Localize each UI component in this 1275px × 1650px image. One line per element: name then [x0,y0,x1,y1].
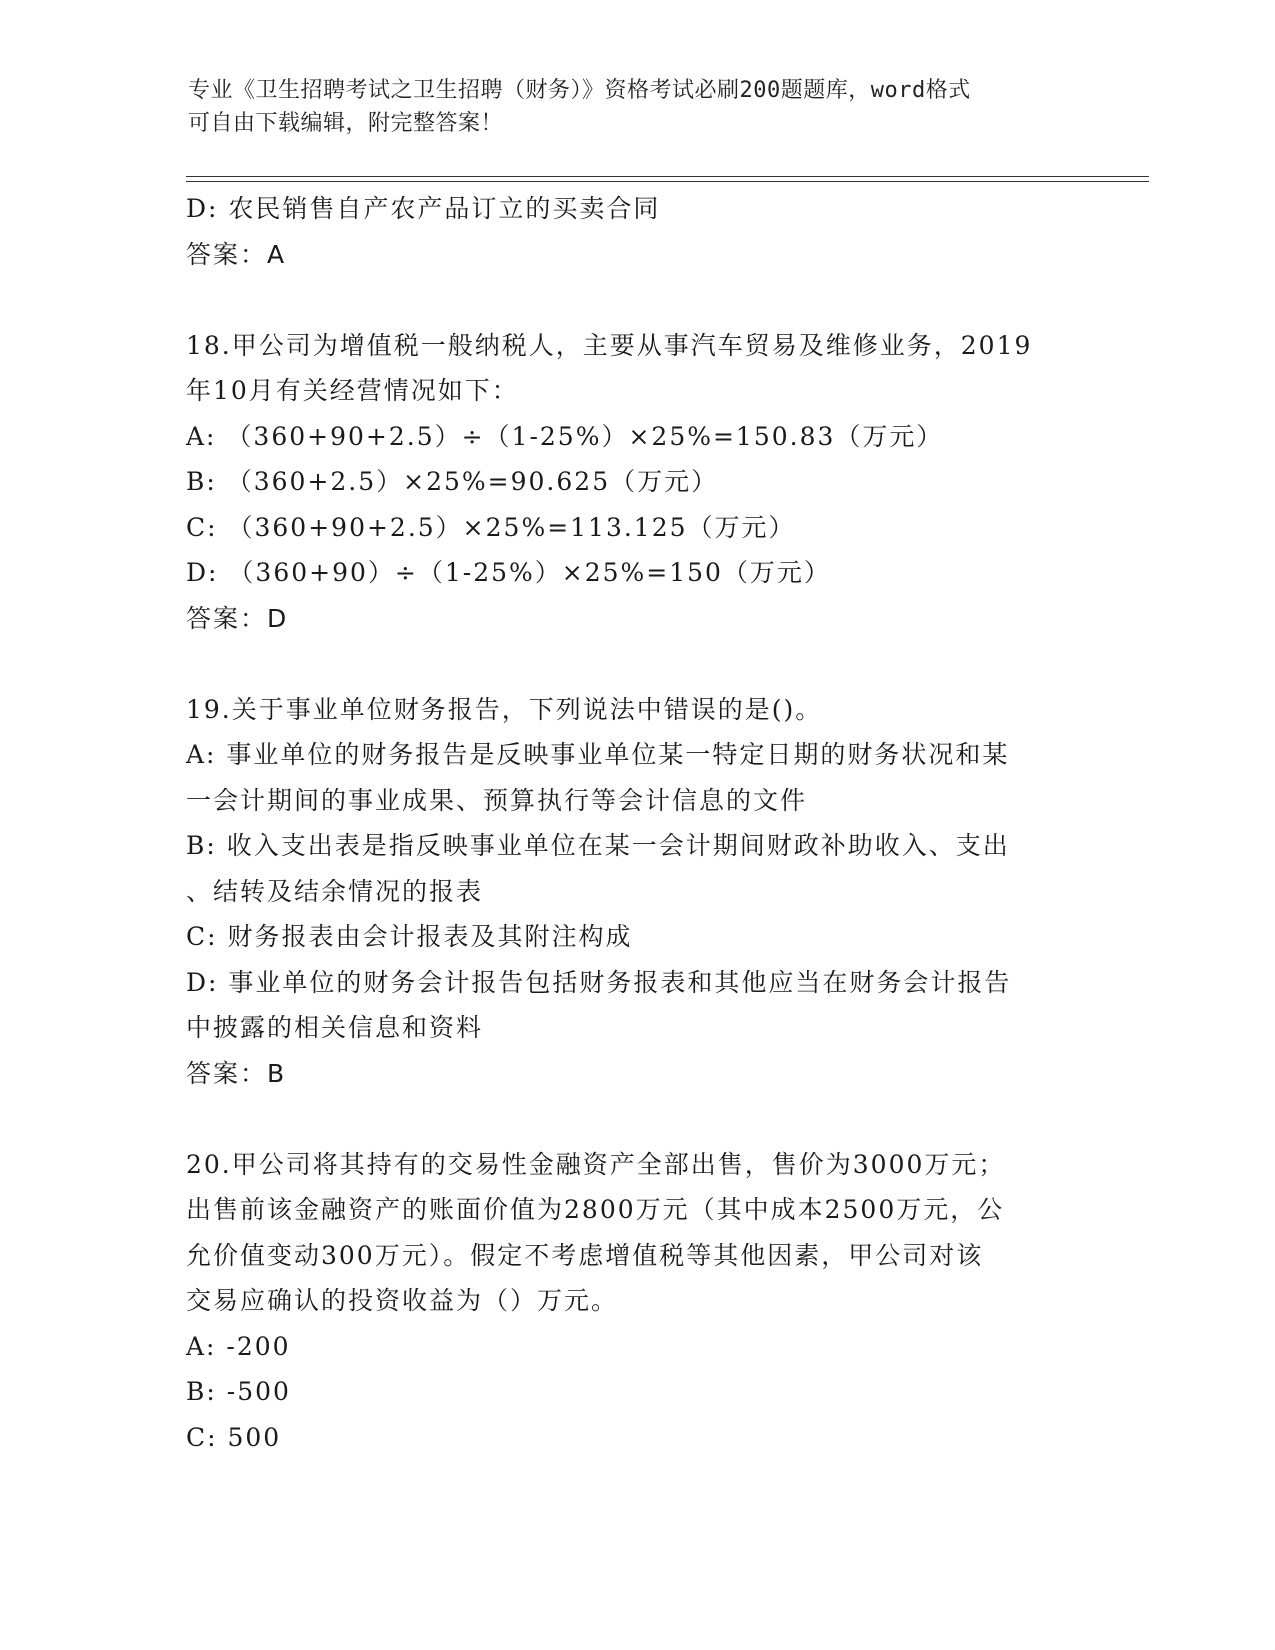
question-18 [186,323,1086,642]
q20-stem-line-4: 交易应确认的投资收益为（）万元。 [186,1286,619,1315]
q19-option-a-line-2: 一会计期间的事业成果、预算执行等会计信息的文件 [186,785,808,815]
q17-option-d: D: 农民销售自产农产品订立的买卖合同 [186,194,661,223]
question-19 [186,687,1086,1097]
q19-option-b-line-2: 、结转及结余情况的报表 [186,876,484,906]
spacer [186,641,1086,687]
q18-option-d: D: （360+90）÷（1-25%）×25%=150（万元） [186,558,831,587]
q20-stem-line-2: 出售前该金融资产的账面价值为2800万元（其中成本2500万元，公 [186,1195,1005,1224]
spacer [186,1096,1086,1142]
q19-option-c: C: 财务报表由会计报表及其附注构成 [186,922,633,951]
q20-stem-line-1: 20.甲公司将其持有的交易性金融资产全部出售，售价为3000万元； [186,1149,1006,1179]
q18-stem-line-2: 年10月有关经营情况如下： [186,376,519,405]
q19-option-a-line-1: A: 事业单位的财务报告是反映事业单位某一特定日期的财务状况和某 [186,740,1010,769]
q20-option-a: A: -200 [186,1331,291,1361]
q19-option-d-line-1: D: 事业单位的财务会计报告包括财务报表和其他应当在财务会计报告 [186,967,1012,997]
spacer [186,277,1086,323]
header-line-2: 可自由下载编辑，附完整答案！ [188,111,504,136]
q18-answer: 答案：D [186,603,289,633]
q18-option-c: C: （360+90+2.5）×25%=113.125（万元） [186,512,796,542]
header-divider [186,176,1149,182]
question-content [186,186,1086,1460]
q20-option-c: C: 500 [186,1422,282,1452]
question-17 [186,186,1086,277]
q20-option-b: B: -500 [186,1377,291,1406]
q19-stem: 19.关于事业单位财务报告，下列说法中错误的是()。 [186,694,823,724]
page-header [188,74,1068,140]
q19-option-b-line-1: B: 收入支出表是指反映事业单位在某一会计期间财政补助收入、支出 [186,831,1010,860]
q19-option-d-line-2: 中披露的相关信息和资料 [186,1013,484,1042]
q17-answer: 答案：A [186,239,287,269]
q18-option-b: B: （360+2.5）×25%=90.625（万元） [186,467,719,496]
header-line-1: 专业《卫生招聘考试之卫生招聘（财务）》资格考试必刷200题题库，word格式 [188,78,971,103]
q19-answer: 答案：B [186,1058,287,1088]
question-20 [186,1142,1086,1461]
q18-option-a: A: （360+90+2.5）÷（1-25%）×25%=150.83（万元） [186,421,944,451]
q20-stem-line-3: 允价值变动300万元）。假定不考虑增值税等其他因素，甲公司对该 [186,1240,984,1270]
q18-stem-line-1: 18.甲公司为增值税一般纳税人，主要从事汽车贸易及维修业务，2019 [186,330,1033,360]
